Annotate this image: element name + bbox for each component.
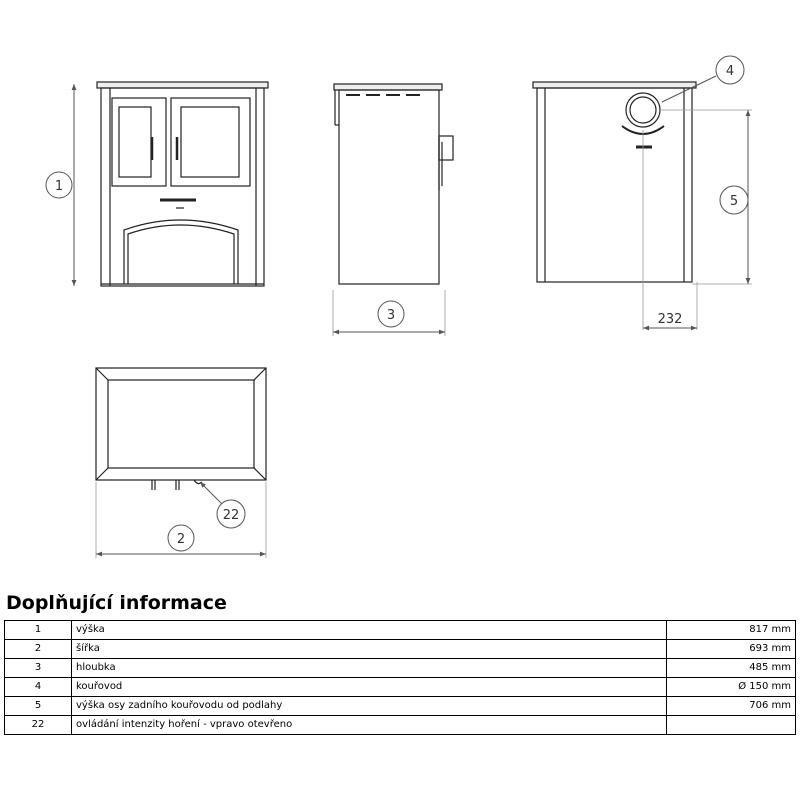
spec-label: ovládání intenzity hoření - vpravo otevřeno	[72, 716, 667, 735]
depth-dimension	[333, 290, 445, 336]
spec-value: 817 mm	[667, 621, 796, 640]
spec-label: výška	[72, 621, 667, 640]
side-view	[334, 84, 453, 284]
callout-232: 232	[657, 312, 683, 327]
spec-label: výška osy zadního kouřovodu od podlahy	[72, 697, 667, 716]
spec-label: kouřovod	[72, 678, 667, 697]
spec-value	[667, 716, 796, 735]
air-control-callout	[200, 482, 245, 528]
spec-value: Ø 150 mm	[667, 678, 796, 697]
callout-22: 22	[222, 508, 240, 523]
front-view	[97, 82, 268, 286]
flue-callout	[662, 56, 744, 102]
spec-label: šířka	[72, 640, 667, 659]
callout-5: 5	[729, 194, 739, 209]
spec-value: 485 mm	[667, 659, 796, 678]
spec-row	[5, 678, 796, 697]
spec-number: 1	[5, 621, 72, 640]
spec-row	[5, 697, 796, 716]
callout-1: 1	[54, 179, 64, 194]
top-view	[96, 368, 266, 490]
spec-row	[5, 659, 796, 678]
spec-value: 706 mm	[667, 697, 796, 716]
info-title: Doplňující informace	[6, 592, 227, 614]
callout-4: 4	[725, 64, 735, 79]
spec-row	[5, 716, 796, 735]
spec-number: 2	[5, 640, 72, 659]
spec-number: 22	[5, 716, 72, 735]
callout-3: 3	[386, 308, 396, 323]
flue-height-dimension	[660, 110, 752, 284]
spec-row	[5, 621, 796, 640]
callout-2: 2	[176, 532, 186, 547]
rear-view	[533, 82, 696, 282]
spec-label: hloubka	[72, 659, 667, 678]
height-dimension	[46, 84, 74, 286]
spec-number: 3	[5, 659, 72, 678]
flue-offset-dimension	[643, 130, 697, 330]
spec-row	[5, 640, 796, 659]
spec-value: 693 mm	[667, 640, 796, 659]
spec-table	[4, 620, 796, 735]
spec-number: 4	[5, 678, 72, 697]
spec-number: 5	[5, 697, 72, 716]
